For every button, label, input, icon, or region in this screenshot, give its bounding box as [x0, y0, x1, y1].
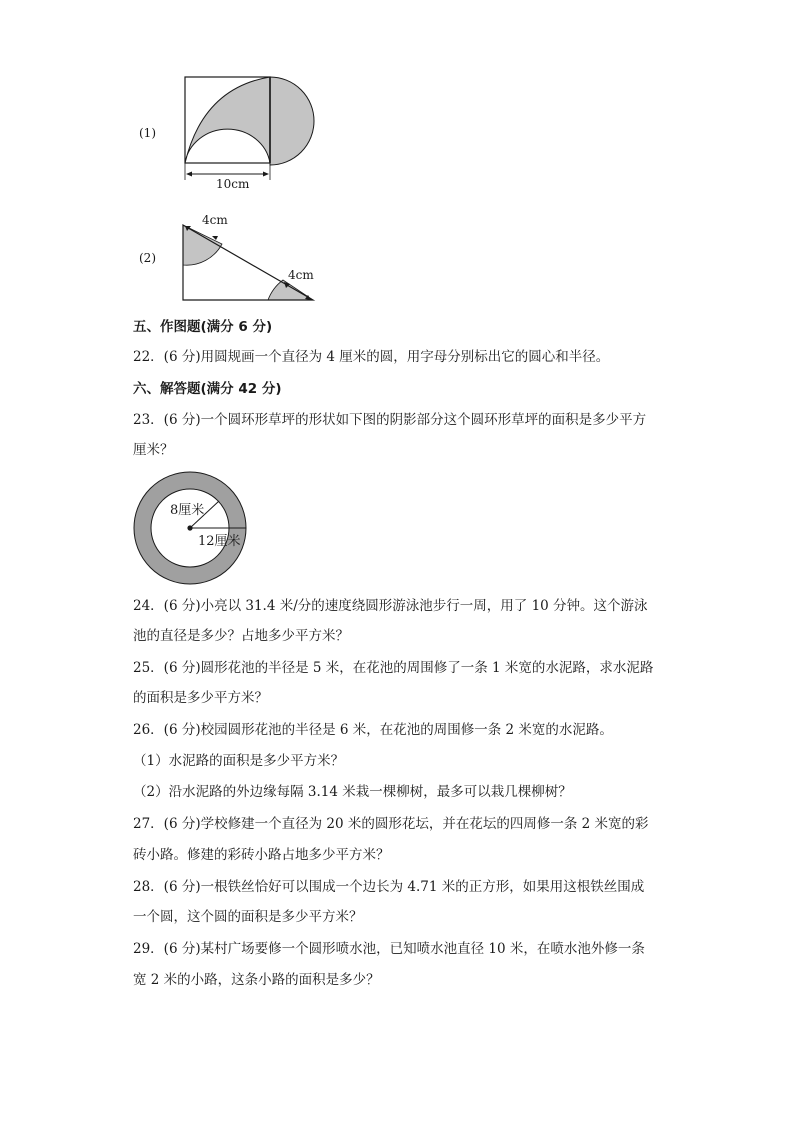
q23-line1: 23．(6 分)一个圆环形草坪的形状如下图的阴影部分这个圆环形草坪的面积是多少平方	[133, 412, 647, 428]
q26-sub1: （1）水泥路的面积是多少平方米？	[133, 753, 345, 769]
figure1-right-lobe	[270, 77, 314, 165]
figure2-dimension-bottom: 4cm	[288, 268, 314, 282]
q29-line2: 宽 2 米的小路，这条小路的面积是多少？	[133, 972, 380, 988]
figure1-diagram	[183, 76, 323, 188]
figure2-dimension-top: 4cm	[202, 213, 228, 227]
ring-outer-label: 12厘米	[198, 534, 241, 549]
figure1-lens	[185, 77, 270, 163]
q23-line2: 厘米？	[133, 442, 174, 458]
q27-line2: 砖小路。修建的彩砖小路占地多少平方米？	[133, 847, 390, 863]
figure2-label: (2)	[139, 251, 156, 265]
figure2-triangle	[183, 225, 313, 300]
ring-inner-label: 8厘米	[170, 503, 205, 518]
q25-line1: 25．(6 分)圆形花池的半径是 5 米，在花池的周围修了一条 1 米宽的水泥路，求水泥路	[133, 660, 654, 676]
q26-sub2: （2）沿水泥路的外边缘每隔 3.14 米栽一棵柳树，最多可以栽几棵柳树？	[133, 784, 572, 800]
q22-text: 22．(6 分)用圆规画一个直径为 4 厘米的圆，用字母分别标出它的圆心和半径。	[133, 349, 610, 365]
figure2-diagram	[180, 222, 320, 304]
q28-line1: 28．(6 分)一根铁丝恰好可以围成一个边长为 4.71 米的正方形，如果用这根铁丝围成	[133, 879, 645, 895]
section6-heading: 六、解答题(满分 42 分)	[133, 381, 282, 397]
figure1-label: (1)	[139, 126, 156, 140]
figure2-top-sector	[183, 225, 222, 265]
ring-center-dot	[187, 525, 192, 530]
q24-line1: 24．(6 分)小亮以 31.4 米/分的速度绕圆形游泳池步行一周，用了 10 分钟。这个游泳	[133, 598, 648, 614]
q25-line2: 的面积是多少平方米？	[133, 690, 268, 706]
q26-line1: 26．(6 分)校园圆形花池的半径是 6 米，在花池的周围修一条 2 米宽的水泥路。	[133, 722, 613, 738]
figure2-bottom-sector	[268, 280, 313, 300]
figure1-dimension-label: 10cm	[216, 177, 250, 191]
q27-line1: 27．(6 分)学校修建一个直径为 20 米的圆形花坛，并在花坛的四周修一条 2 米宽的彩	[133, 816, 649, 832]
q29-line1: 29．(6 分)某村广场要修一个圆形喷水池，已知喷水池直径 10 米，在喷水池外修一条	[133, 941, 645, 957]
q28-line2: 一个圆，这个圆的面积是多少平方米？	[133, 909, 363, 925]
section5-heading: 五、作图题(满分 6 分)	[133, 319, 273, 335]
ring-diagram	[133, 471, 247, 585]
q24-line2: 池的直径是多少？占地多少平方米？	[133, 628, 349, 644]
